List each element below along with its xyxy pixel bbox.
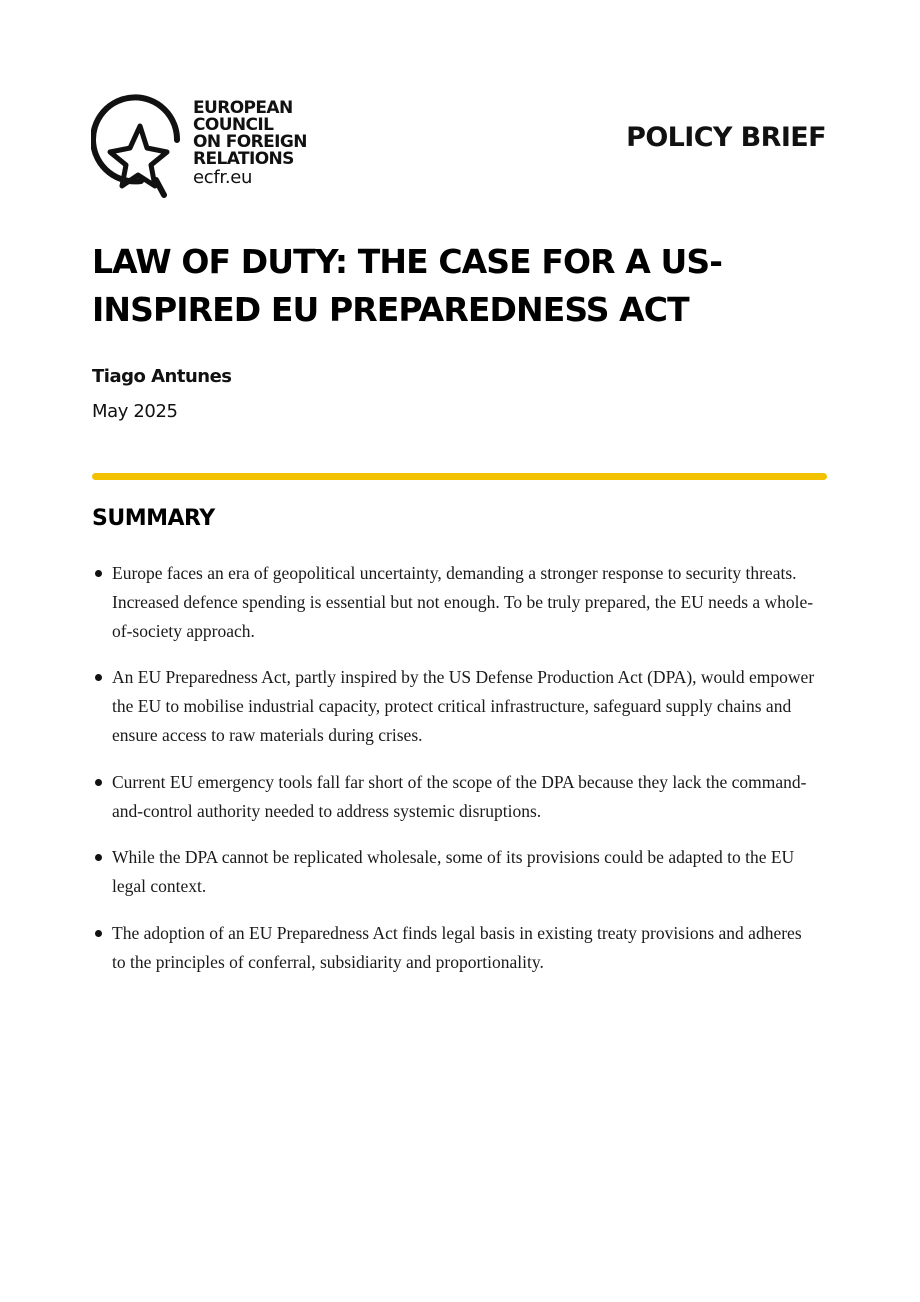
summary-item-text: While the DPA cannot be replicated wholesale, some of its provisions could be adapted to the EU legal context.	[112, 847, 795, 897]
document-title: LAW OF DUTY: THE CASE FOR A US-INSPIRED EU PREPAREDNESS ACT	[92, 242, 723, 329]
ecfr-logo	[91, 92, 321, 200]
summary-heading: SUMMARY	[92, 506, 215, 531]
bullet-icon	[95, 570, 102, 577]
summary-item	[92, 843, 817, 901]
author-name: Tiago Antunes	[92, 366, 232, 387]
summary-item-text: An EU Preparedness Act, partly inspired by the US Defense Production Act (DPA), would empower the EU to mobilise industrial capacity, protect critical infrastructure, safeguard supply chains and ensure access to raw materials during crises.	[112, 667, 815, 745]
logo-url: ecfr.eu	[193, 167, 253, 188]
summary-item	[92, 559, 817, 645]
summary-item-text: Current EU emergency tools fall far short of the scope of the DPA because they lack the command-and-control authority needed to address systemic disruptions.	[112, 771, 807, 821]
summary-list	[92, 559, 817, 995]
bullet-icon	[95, 854, 102, 861]
circle-star-icon	[91, 92, 187, 198]
logo-line: COUNCIL	[193, 115, 274, 135]
publication-date: May 2025	[92, 401, 178, 422]
summary-item-text: The adoption of an EU Preparedness Act finds legal basis in existing treaty provisions and adheres to the principles of conferral, subsidiarity and proportionality.	[112, 922, 802, 972]
bullet-icon	[95, 779, 102, 786]
bullet-icon	[95, 930, 102, 937]
logo-line: ON FOREIGN	[193, 132, 307, 152]
section-divider	[92, 473, 827, 480]
summary-item	[92, 919, 817, 977]
logo-line: EUROPEAN	[193, 98, 293, 118]
document-type-label: POLICY BRIEF	[626, 122, 826, 153]
summary-item	[92, 768, 817, 826]
bullet-icon	[95, 674, 102, 681]
summary-item	[92, 663, 817, 749]
logo-wordmark	[193, 100, 307, 186]
summary-item-text: Europe faces an era of geopolitical uncertainty, demanding a stronger response to security threats. Increased defence spending is essential but not enough. To be truly prepared, the EU needs a whole-of-society approach.	[112, 563, 814, 641]
logo-line: RELATIONS	[193, 149, 294, 169]
